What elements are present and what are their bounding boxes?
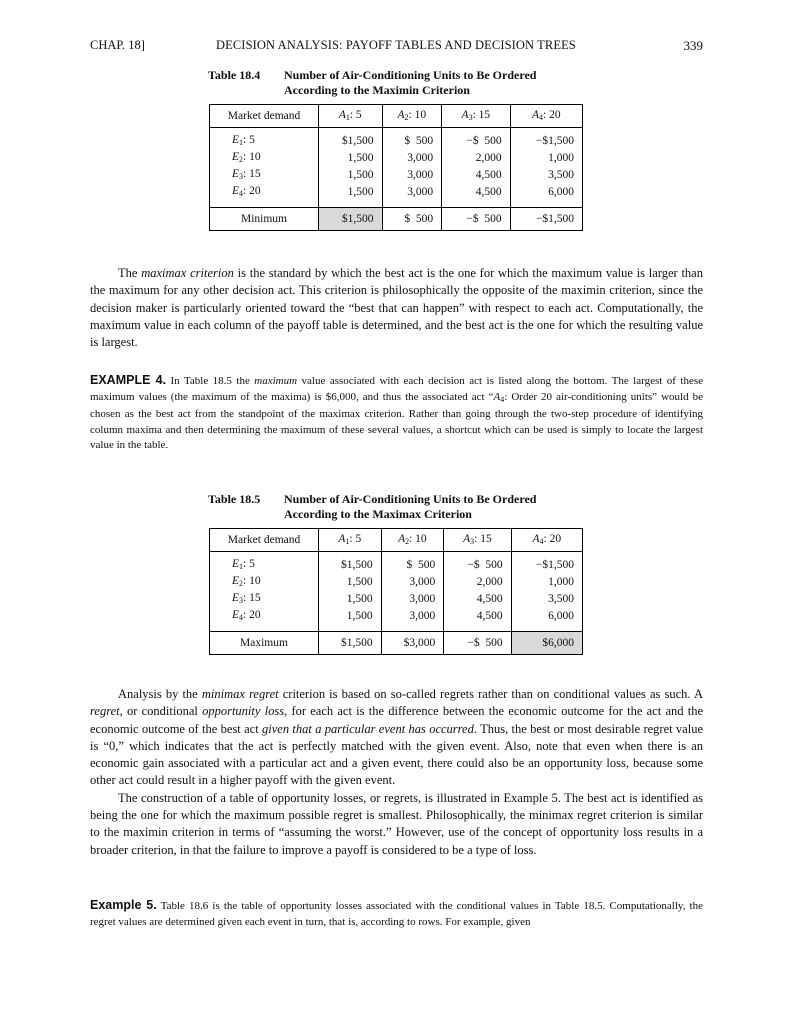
cell: 3,000 <box>381 574 444 591</box>
cell: 1,500 <box>319 608 382 625</box>
cell: 2,000 <box>442 150 510 167</box>
cell: 6,000 <box>511 608 582 625</box>
event-label: $E_2$: 10 <box>210 574 319 591</box>
cell: $1,500 <box>319 557 382 574</box>
table-18-4-caption <box>208 68 588 98</box>
table-18-5-caption <box>208 492 588 522</box>
regret-paragraph-2: The construction of a table of opportunity losses, or regrets, is illustrated in Example 5. The best act is identified as being the one for which the maximum possible regret is smallest. Philosophically, the minimax regret criterion is similar to the maximin criterion in terms of “assuming the worst.” However, use of the concept of opportunity loss results in a broader criterion, in that the failure to improve a payoff is considered to be a type of loss. <box>90 790 703 857</box>
cell: 3,500 <box>511 591 582 608</box>
table-row <box>210 574 583 591</box>
cell: 4,500 <box>444 608 511 625</box>
cell: 3,000 <box>381 608 444 625</box>
example-5: Example 5. Table 18.6 is the table of opportunity losses associated with the conditional values in Table 18.5. Computationally, the regret values are determined given each event in turn, that is, according to rows. For example, given <box>90 898 703 928</box>
chapter-label: CHAP. 18] <box>90 38 145 52</box>
highlighted-cell: $6,000 <box>511 632 582 655</box>
example-5-lead: Example 5. <box>90 898 157 912</box>
cell: 3,000 <box>382 184 442 201</box>
table-title-line2: According to the Maximax Criterion <box>284 507 472 521</box>
table-title-line2: According to the Maximin Criterion <box>284 83 470 97</box>
event-label: $E_1$: 5 <box>210 133 319 150</box>
cell: −$ 500 <box>444 632 511 655</box>
maximax-paragraph: The maximax criterion is the standard by which the best act is the one for which the maximum value is larger than the maximum for any other decision act. This criterion is philosophically the opposite of the maximin criterion, since the decision maker is particularly oriented toward the “best that can happen” with respect to each act. Computationally, the maximum value in each column of the payoff table is determined, and the best act is the one for which the resulting value is largest. <box>90 266 703 350</box>
header-act-2: $A_2$: 10 <box>381 529 444 552</box>
minimax-regret-paragraphs <box>90 686 703 859</box>
event-label: $E_3$: 15 <box>210 167 319 184</box>
table-title-line1: Number of Air-Conditioning Units to Be Ordered <box>284 492 537 506</box>
table-row <box>210 167 583 184</box>
cell: $1,500 <box>319 133 383 150</box>
cell: 3,000 <box>382 167 442 184</box>
cell: 4,500 <box>442 167 510 184</box>
cell: $3,000 <box>381 632 444 655</box>
payoff-table-maximax <box>209 528 583 655</box>
table-title-line1: Number of Air-Conditioning Units to Be Ordered <box>284 68 537 82</box>
table-footer-row <box>210 632 583 655</box>
table-row <box>210 591 583 608</box>
cell: $1,500 <box>319 632 382 655</box>
highlighted-cell: $1,500 <box>319 208 383 231</box>
table-row <box>210 184 583 201</box>
cell: $ 500 <box>382 208 442 231</box>
header-market-demand: Market demand <box>210 105 319 128</box>
header-act-1: $A_1$: 5 <box>319 529 382 552</box>
event-label: $E_4$: 20 <box>210 184 319 201</box>
event-label: $E_4$: 20 <box>210 608 319 625</box>
cell: 1,000 <box>511 574 582 591</box>
cell: −$ 500 <box>444 557 511 574</box>
footer-label: Minimum <box>210 208 319 231</box>
cell: 1,000 <box>510 150 582 167</box>
table-footer-row <box>210 208 583 231</box>
header-market-demand: Market demand <box>210 529 319 552</box>
cell: 4,500 <box>442 184 510 201</box>
cell: −$ 500 <box>442 208 510 231</box>
header-act-3: $A_3$: 15 <box>444 529 511 552</box>
cell: 1,500 <box>319 184 383 201</box>
running-title: DECISION ANALYSIS: PAYOFF TABLES AND DECISION TREES <box>216 38 576 52</box>
table-number: Table 18.5 <box>208 492 261 506</box>
header-act-4: $A_4$: 20 <box>511 529 582 552</box>
example-4: EXAMPLE 4. In Table 18.5 the maximum value associated with each decision act is listed along the bottom. The largest of these maximum values (the maximum of the maxima) is $6,000, and thus the associated act “$A_4$: Order 20 air-conditioning units” would be chosen as the best act from the standpoint of the maximax criterion. Rather than going through the two-step procedure of identifying column maxima and then determining the maximum of these several values, a shortcut which can be used is simply to locate the largest value in the table. <box>90 373 703 451</box>
header-act-1: $A_1$: 5 <box>319 105 383 128</box>
payoff-table-maximin <box>209 104 583 231</box>
cell: 1,500 <box>319 167 383 184</box>
footer-label: Maximum <box>210 632 319 655</box>
event-label: $E_2$: 10 <box>210 150 319 167</box>
cell: 1,500 <box>319 150 383 167</box>
regret-paragraph-1: Analysis by the minimax regret criterion is based on so-called regrets rather than on conditional values as such. A regret, or conditional opportunity loss, for each act is the difference between the economic outcome for the act and the economic outcome of the best act given that a particular event has occurred. Thus, the best or most desirable regret value is “0,” which indicates that the act is perfectly matched with the given event. Also, note that even when there is an economic gain associated with a particular act and a given event, there could also be an opportunity loss, because some other act could result in a higher payoff with the given event. <box>90 687 703 788</box>
cell: $ 500 <box>382 133 442 150</box>
cell: 3,500 <box>510 167 582 184</box>
event-label: $E_1$: 5 <box>210 557 319 574</box>
cell: −$1,500 <box>510 133 582 150</box>
table-number: Table 18.4 <box>208 68 261 82</box>
cell: −$1,500 <box>511 557 582 574</box>
cell: −$ 500 <box>442 133 510 150</box>
cell: 1,500 <box>319 574 382 591</box>
table-row <box>210 150 583 167</box>
header-act-2: $A_2$: 10 <box>382 105 442 128</box>
cell: 3,000 <box>381 591 444 608</box>
term-maximax: maximax criterion <box>141 266 234 280</box>
page-number: 339 <box>683 38 703 53</box>
running-head <box>90 38 703 56</box>
table-row <box>210 557 583 574</box>
event-label: $E_3$: 15 <box>210 591 319 608</box>
table-header-row <box>210 105 583 128</box>
header-act-4: $A_4$: 20 <box>510 105 582 128</box>
cell: $ 500 <box>381 557 444 574</box>
cell: 4,500 <box>444 591 511 608</box>
cell: 1,500 <box>319 591 382 608</box>
example-4-lead: EXAMPLE 4. <box>90 373 167 387</box>
cell: 6,000 <box>510 184 582 201</box>
table-row <box>210 608 583 625</box>
header-act-3: $A_3$: 15 <box>442 105 510 128</box>
table-row <box>210 133 583 150</box>
table-header-row <box>210 529 583 552</box>
cell: 3,000 <box>382 150 442 167</box>
cell: 2,000 <box>444 574 511 591</box>
cell: −$1,500 <box>510 208 582 231</box>
